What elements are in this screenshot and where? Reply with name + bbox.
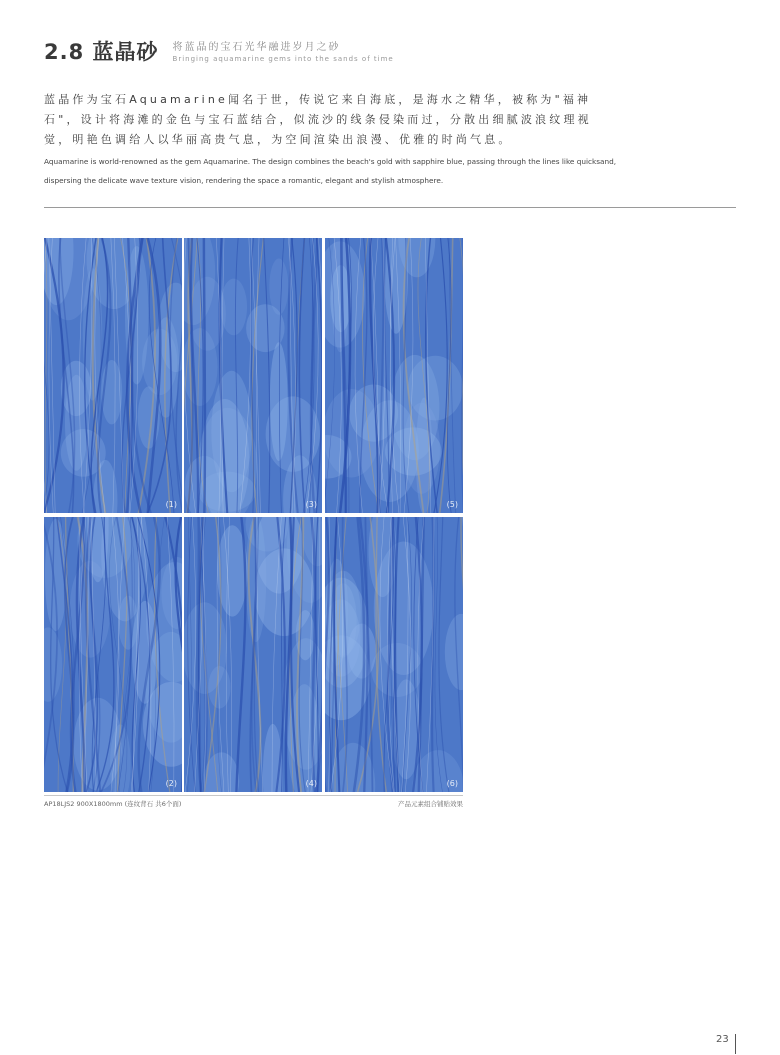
marble-texture-image xyxy=(184,517,322,792)
description-en: Aquamarine is world-renowned as the gem Aquamarine. The design combines the beach's gold with sapphire blue, passing through the lines like quicksand, dispersing the delicate wave texture vision, rendering the space a romantic, elegant and stylish atmosphere. xyxy=(44,157,617,185)
marble-tile-2 xyxy=(44,517,182,792)
tile-label: (2) xyxy=(165,779,177,788)
page-number: 23 xyxy=(716,1034,729,1045)
subtitle-block xyxy=(173,42,394,64)
marble-tile-grid xyxy=(44,238,463,792)
marble-texture-image xyxy=(184,238,322,513)
page-number-bar xyxy=(735,1034,736,1054)
section-title: 2.8 蓝晶砂 xyxy=(44,40,159,64)
marble-texture-image xyxy=(44,517,182,792)
marble-texture-image xyxy=(44,238,182,513)
marble-tile-3 xyxy=(184,238,322,513)
tile-label: (4) xyxy=(305,779,317,788)
section-divider xyxy=(44,207,736,208)
marble-texture-image xyxy=(325,517,463,792)
tile-label: (1) xyxy=(165,500,177,509)
marble-tile-6 xyxy=(325,517,463,792)
tile-label: (5) xyxy=(446,500,458,509)
marble-tile-1 xyxy=(44,238,182,513)
tile-label: (3) xyxy=(305,500,317,509)
subtitle-en: Bringing aquamarine gems into the sands of time xyxy=(172,55,394,63)
product-code-caption: AP18LJS2 900X1800mm (连纹背石 共6个面) xyxy=(44,800,182,808)
layout-effect-caption: 产品元素组合铺贴效果 xyxy=(398,800,463,808)
marble-texture-image xyxy=(325,238,463,513)
marble-tile-5 xyxy=(325,238,463,513)
tile-label: (6) xyxy=(446,779,458,788)
caption-divider xyxy=(44,795,463,796)
marble-tile-4 xyxy=(184,517,322,792)
subtitle-cn: 将蓝晶的宝石光华融进岁月之砂 xyxy=(172,42,341,53)
description-cn: 蓝晶作为宝石Aquamarine闻名于世，传说它来自海底，是海水之精华，被称为"福神石"，设计将海滩的金色与宝石蓝结合，似流沙的线条侵染而过，分散出细腻波浪纹理视觉，明艳色调给人以华丽高贵气息，为空间渲染出浪漫、优雅的时尚气息。 xyxy=(44,93,592,146)
page-header xyxy=(44,38,394,66)
